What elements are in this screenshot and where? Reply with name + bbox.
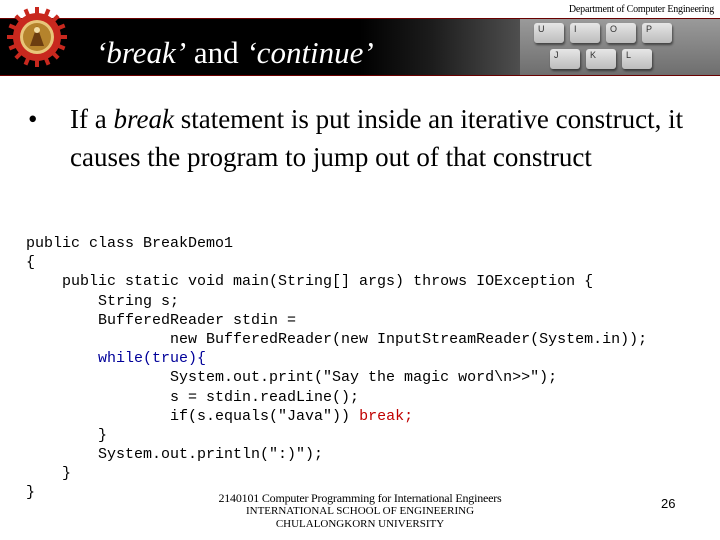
footer-course: 2140101 Computer Programming for International Engineers <box>218 491 502 505</box>
break-keyword: break; <box>359 407 414 425</box>
code-line: s = stdin.readLine(); <box>26 388 360 406</box>
code-line-break <box>26 407 647 426</box>
footer-university: CHULALONGKORN UNIVERSITY <box>275 518 445 530</box>
title-break: ‘break’ <box>96 35 187 70</box>
while-keyword: while(true){ <box>98 350 207 368</box>
bullet-text-post: statement is put inside an iterative construct, it causes the program to jump out of that construct <box>70 104 684 172</box>
code-line: new BufferedReader(new InputStreamReader(System.in)); <box>26 330 648 348</box>
code-line: } <box>26 465 72 483</box>
code-line: } <box>26 484 36 502</box>
slide-title <box>96 35 374 71</box>
title-and: and <box>186 35 247 70</box>
keyboard-key: L <box>622 49 652 69</box>
university-seal-icon <box>6 6 68 68</box>
code-line: public static void main(String[] args) throws IOException { <box>26 273 594 291</box>
header-bar <box>0 18 720 76</box>
code-line: String s; <box>26 292 180 310</box>
code-line: } <box>26 426 108 444</box>
keyboard-key: O <box>606 23 636 43</box>
bullet-emphasis: break <box>113 104 174 134</box>
keyboard-key: I <box>570 23 600 43</box>
department-label: Department of Computer Engineering <box>568 4 714 15</box>
keyboard-key: P <box>642 23 672 43</box>
if-statement: if(s.equals("Java")) <box>26 407 360 425</box>
page-number: 26 <box>661 496 676 511</box>
code-line-while <box>26 349 647 368</box>
keyboard-image <box>520 19 720 75</box>
code-line: System.out.println(":)"); <box>26 446 324 464</box>
bullet-dot: • <box>28 104 38 134</box>
code-line: { <box>26 254 36 272</box>
bullet-text <box>70 100 700 176</box>
code-line: BufferedReader stdin = <box>26 311 297 329</box>
keyboard-key: K <box>586 49 616 69</box>
code-line: public class BreakDemo1 <box>26 235 234 252</box>
code-line: System.out.print("Say the magic word\n>>"); <box>26 369 558 387</box>
code-block <box>26 234 647 503</box>
keyboard-key: U <box>534 23 564 43</box>
keyboard-key: J <box>550 49 580 69</box>
bullet-text-pre: If a <box>70 104 114 134</box>
footer-school: INTERNATIONAL SCHOOL OF ENGINEERING <box>245 505 475 517</box>
title-continue: ‘continue’ <box>246 35 374 70</box>
